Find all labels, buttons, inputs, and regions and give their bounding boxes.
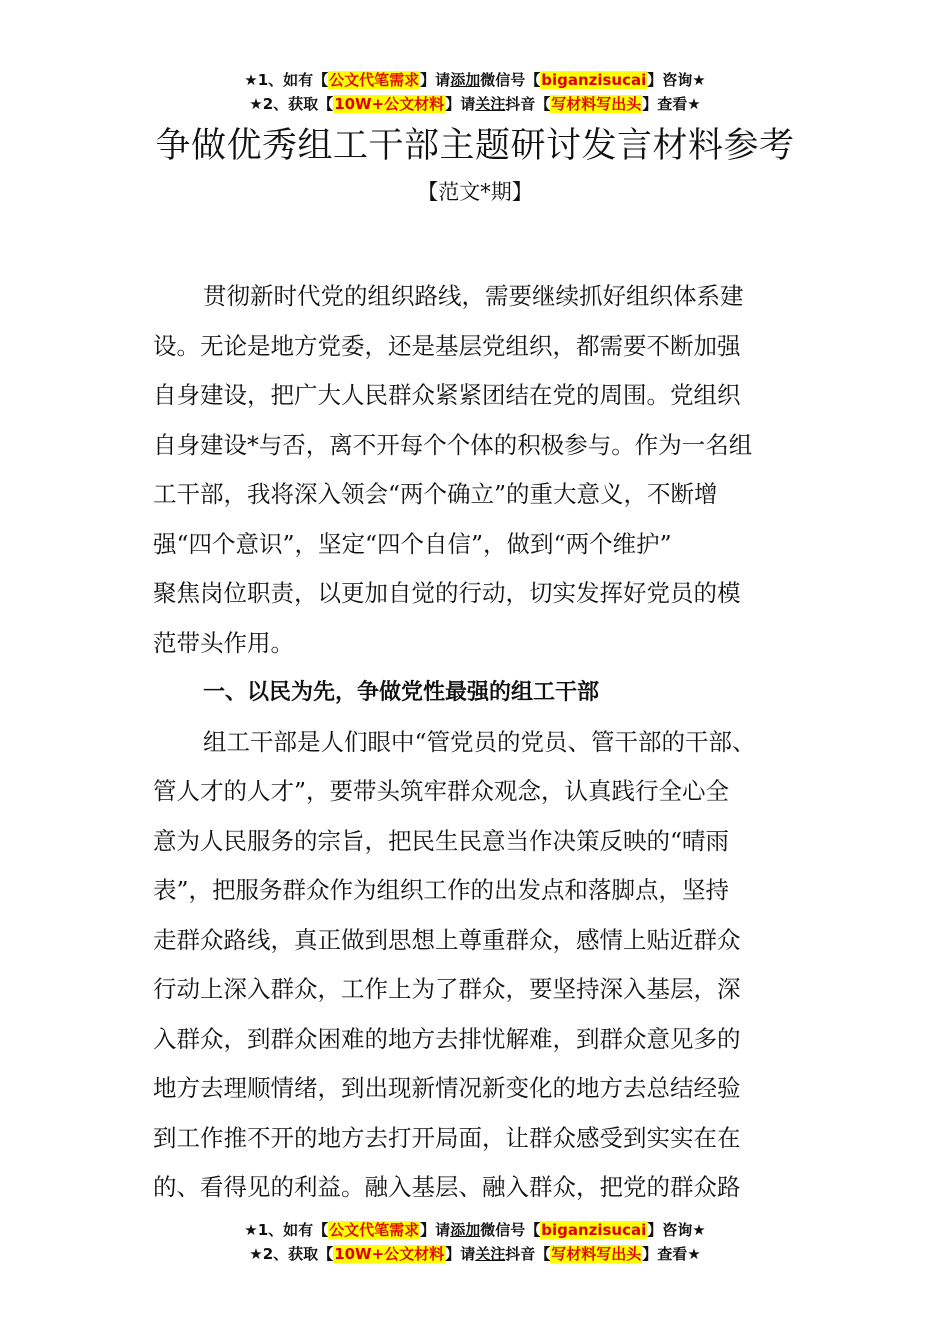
body-line: 地方去理顺情绪，到出现新情况新变化的地方去总结经验 (153, 1074, 741, 1102)
promo-text: 抖音【 (505, 95, 551, 113)
promo-highlight: 公文代笔需求 (329, 71, 420, 89)
body-line: 自身建设*与否，离不开每个个体的积极参与。作为一名组 (153, 430, 753, 459)
body-line: 入群众，到群众困难的地方去排忧解难，到群众意见多的 (153, 1024, 741, 1053)
promo-text: ★1、如有【 (244, 1221, 329, 1239)
promo-text: 】请 (445, 95, 476, 113)
body-line: 的、看得见的利益。融入基层、融入群众，把党的群众路 (153, 1173, 741, 1201)
promo-line-1 (0, 68, 950, 92)
promo-underlined: 添加 (450, 71, 481, 89)
document-subtitle: 【范文*期】 (417, 180, 533, 204)
promo-banner-top (0, 68, 950, 116)
promo-line-2 (0, 92, 950, 116)
body-line: 到工作推不开的地方去打开局面，让群众感受到实实在在 (153, 1123, 741, 1152)
body-line: 表”，把服务群众作为组织工作的出发点和落脚点，坚持 (153, 876, 730, 904)
body-line: 工干部，我将深入领会“两个确立”的重大意义，不断增 (153, 480, 718, 508)
body-line: 聚焦岗位职责，以更加自觉的行动，切实发挥好党员的模 (153, 579, 741, 607)
body-line: 走群众路线，真正做到思想上尊重群众，感情上贴近群众 (153, 925, 741, 954)
document-body (153, 272, 813, 1213)
promo-underlined: 关注 (475, 95, 506, 113)
promo-highlight: biganzisucai (541, 1221, 647, 1239)
promo-text: ★1、如有【 (244, 71, 329, 89)
section-heading: 一、以民为先，争做党性最强的组工干部 (203, 680, 600, 705)
body-line: 管人才的人才”，要带头筑牢群众观念，认真践行全心全 (153, 777, 730, 805)
promo-highlight: 写材料写出头 (551, 1245, 642, 1263)
promo-banner-bottom (0, 1218, 950, 1266)
promo-text: 抖音【 (505, 1245, 551, 1263)
promo-text: 】咨询★ (647, 1221, 706, 1239)
body-line: 意为人民服务的宗旨，把民生民意当作决策反映的“晴雨 (153, 826, 730, 855)
body-line: 行动上深入群众，工作上为了群众，要坚持深入基层，深 (153, 975, 741, 1003)
body-line: 设。无论是地方党委，还是基层党组织，都需要不断加强 (153, 331, 741, 360)
promo-text: 微信号【 (480, 1221, 541, 1239)
promo-text: 】咨询★ (647, 71, 706, 89)
promo-text: 】请 (445, 1245, 476, 1263)
body-line: 贯彻新时代党的组织路线，需要继续抓好组织体系建 (203, 282, 744, 310)
body-line: 组工干部是人们眼中“管党员的党员、管干部的干部、 (203, 727, 756, 756)
body-line: 自身建设，把广大人民群众紧紧团结在党的周围。党组织 (153, 381, 741, 409)
promo-highlight: 10W+公文材料 (334, 1245, 445, 1263)
promo-text: 】查看★ (642, 1245, 701, 1263)
body-line: 范带头作用。 (153, 628, 294, 657)
promo-underlined: 关注 (475, 1245, 506, 1263)
body-line: 强“四个意识”，坚定“四个自信”，做到“两个维护” (153, 529, 672, 558)
promo-highlight: 写材料写出头 (551, 95, 642, 113)
promo-highlight: 10W+公文材料 (334, 95, 445, 113)
promo-text: 】请 (420, 1221, 451, 1239)
promo-text: 微信号【 (480, 71, 541, 89)
promo-underlined: 添加 (450, 1221, 481, 1239)
promo-highlight: biganzisucai (541, 71, 647, 89)
promo-text: ★2、获取【 (249, 1245, 334, 1263)
promo-line-2 (0, 1242, 950, 1266)
promo-text: 】请 (420, 71, 451, 89)
promo-highlight: 公文代笔需求 (329, 1221, 420, 1239)
document-title: 争做优秀组工干部主题研讨发言材料参考 (155, 126, 795, 166)
promo-line-1 (0, 1218, 950, 1242)
promo-text: ★2、获取【 (249, 95, 334, 113)
promo-text: 】查看★ (642, 95, 701, 113)
